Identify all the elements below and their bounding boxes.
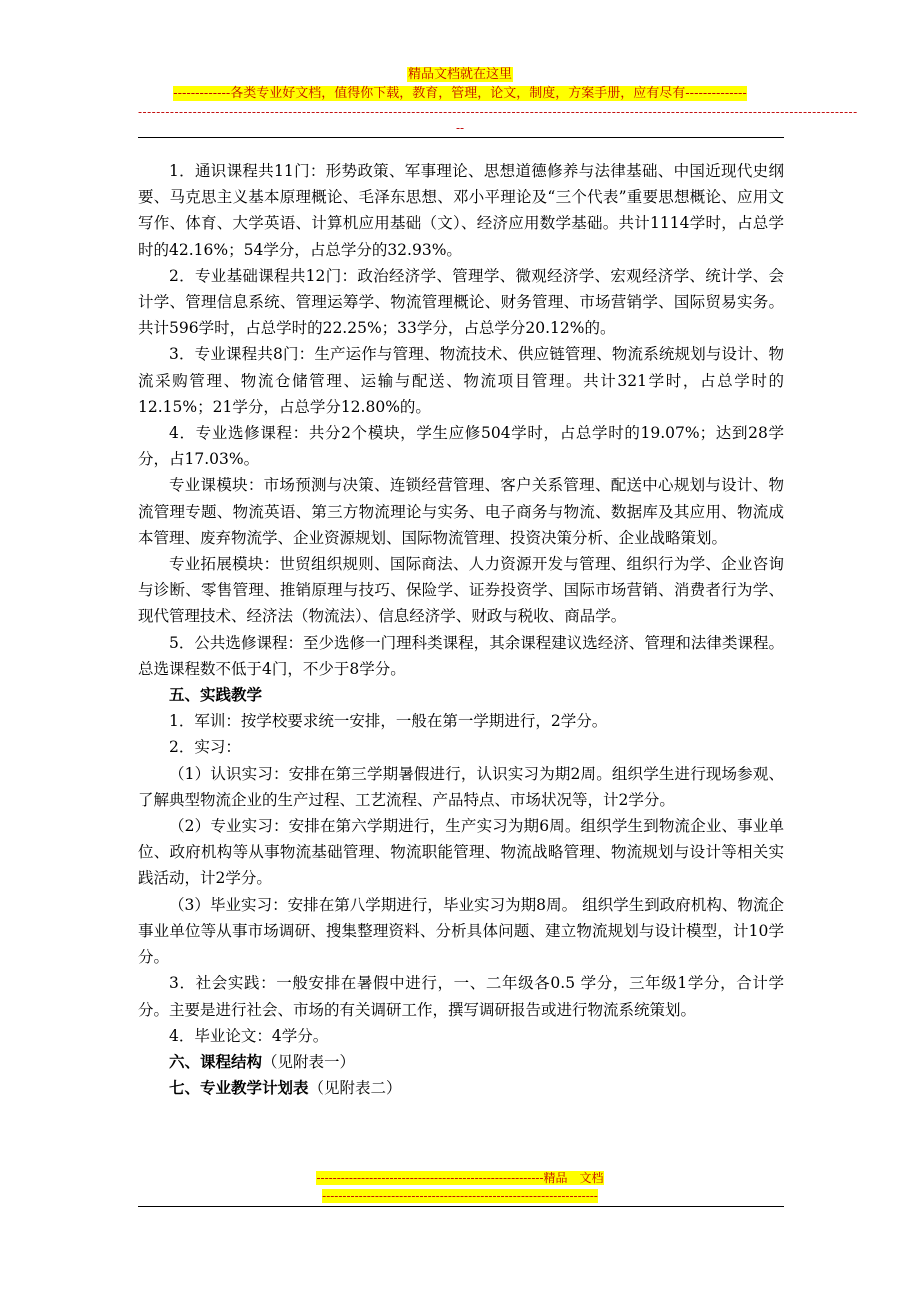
paragraph-military-training: 1．军训：按学校要求统一安排，一般在第一学期进行，2学分。 (169, 712, 608, 731)
paragraph-elective-courses: 4．专业选修课程：共分2个模块，学生应修504学时，占总学时的19.07%；达到28学分，占17.03%。 (138, 424, 784, 469)
paragraph-professional-internship: （2）专业实习：安排在第六学期进行，生产实习为期6周。组织学生到物流企业、事业单位、政府机构等从事物流基础管理、物流职能管理、物流战略管理、物流规划与设计等相关实践活动，计2学分。 (138, 817, 784, 888)
paragraph-thesis: 4．毕业论文：4学分。 (169, 1026, 329, 1045)
heading-course-structure-note: （见附表一） (262, 1052, 356, 1071)
paragraph-graduation-internship: （3）毕业实习：安排在第八学期进行，毕业实习为期8周。 组织学生到政府机构、物流企事业单位等从事市场调研、搜集整理资料、分析具体问题、建立物流规划与设计模型，计10学分。 (138, 895, 784, 967)
footer-line-2: -------------------------------------------------------------------- (322, 1189, 598, 1203)
paragraph-major-courses: 3．专业课程共8门：生产运作与管理、物流技术、供应链管理、物流系统规划与设计、物流采购管理、物流仓储管理、运输与配送、物流项目管理。共计321学时，占总学时的12.15%；21学分，占总学分12.80%的。 (138, 345, 784, 416)
heading-teaching-plan-note: （见附表二） (308, 1079, 402, 1098)
paragraph-public-electives: 5．公共选修课程：至少选修一门理科类课程，其余课程建议选经济、管理和法律类课程。总选课程数不低于4门，不少于8学分。 (138, 633, 784, 678)
heading-course-structure-title: 六、课程结构 (169, 1052, 263, 1071)
header-subtitle: -------------各类专业好文档，值得你下载，教育，管理，论文，制度，方案手册，应有尽有-------------- (173, 86, 747, 101)
header-title: 精品文档就在这里 (407, 67, 512, 82)
paragraph-major-module: 专业课模块：市场预测与决策、连锁经营管理、客户关系管理、配送中心规划与设计、物流管理专题、物流英语、第三方物流理论与实务、电子商务与物流、数据库及其应用、物流成本管理、废弃物流学、企业资源规划、国际物流管理、投资决策分析、企业战略策划。 (138, 476, 784, 547)
header-dash-line: -------------------------------------------------------------------------------------------------------------------------------------------------------------- (138, 105, 858, 119)
heading-teaching-plan (138, 1075, 784, 1101)
heading-practice-teaching: 五、实践教学 (169, 686, 263, 705)
paragraph-social-practice: 3．社会实践：一般安排在暑假中进行，一、二年级各0.5 学分，三年级1学分，合计学分。主要是进行社会、市场的有关调研工作，撰写调研报告或进行物流系统策划。 (138, 974, 784, 1019)
paragraph-extension-module: 专业拓展模块：世贸组织规则、国际商法、人力资源开发与管理、组织行为学、企业咨询与诊断、零售管理、推销原理与技巧、保险学、证券投资学、国际市场营销、消费者行为学、现代管理技术、经济法（物流法）、信息经济学、财政与税收、商品学。 (138, 555, 784, 626)
paragraph-internship: 2．实习： (169, 738, 241, 757)
document-body (138, 158, 784, 1101)
heading-course-structure (138, 1049, 784, 1075)
header-dash-tail: -- (455, 121, 465, 135)
footer-line-1: --------------------------------------------------------精品 文档 (316, 1171, 604, 1185)
header-rule (138, 137, 784, 138)
paragraph-basic-courses: 2．专业基础课程共12门：政治经济学、管理学、微观经济学、宏观经济学、统计学、会计学、管理信息系统、管理运筹学、物流管理概论、财务管理、市场营销学、国际贸易实务。共计596学时，占总学时的22.25%；33学分，占总学分20.12%的。 (138, 266, 784, 338)
footer-rule (138, 1206, 784, 1207)
paragraph-cognition-internship: （1）认识实习：安排在第三学期暑假进行，认识实习为期2周。组织学生进行现场参观、了解典型物流企业的生产过程、工艺流程、产品特点、市场状况等，计2学分。 (138, 764, 784, 809)
heading-teaching-plan-title: 七、专业教学计划表 (169, 1079, 309, 1098)
paragraph-general-courses: 1．通识课程共11门：形势政策、军事理论、思想道德修养与法律基础、中国近现代史纲要、马克思主义基本原理概论、毛泽东思想、邓小平理论及“三个代表”重要思想概论、应用文写作、体育、大学英语、计算机应用基础（文）、经济应用数学基础。共计1114学时，占总学时的42.16%；54学分，占总学分的32.93%。 (138, 162, 784, 259)
